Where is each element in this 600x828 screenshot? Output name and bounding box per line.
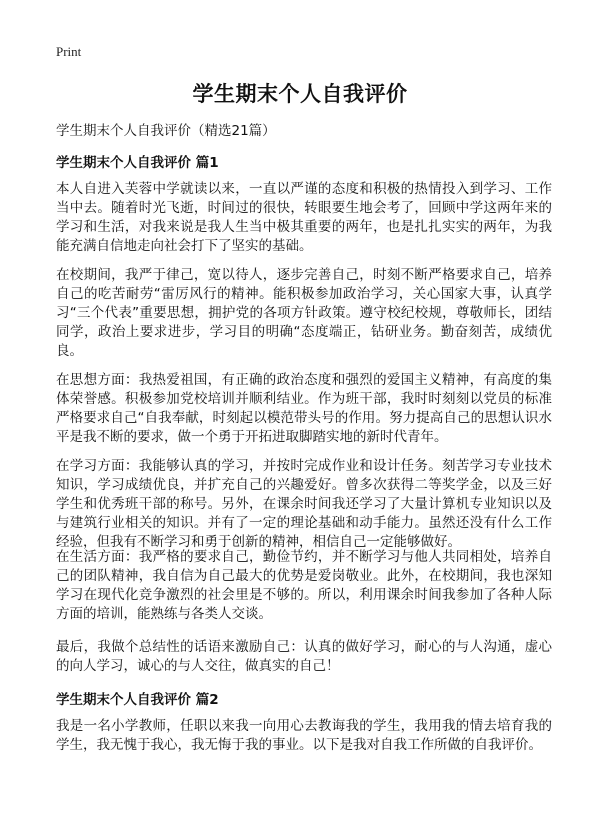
section-heading-2: 学生期末个人自我评价 篇2 [56,692,219,708]
paragraph: 在学习方面：我能够认真的学习，并按时完成作业和设计任务。刻苦学习专业技术知识，学习成绩优良，并扩充自己的兴趣爱好。曾多次获得二等奖学金，以及三好学生和优秀班干部的称号。另外，在课余时间我还学习了大量计算机专业知识以及与建筑行业相关的知识。并有了一定的理论基础和动手能力。虽然还没有什么工作经验，但我有不断学习和勇于创新的精神，相信自己一定能够做好。 [56,458,552,550]
paragraph: 我是一名小学教师，任职以来我一向用心去教诲我的学生，我用我的情去培育我的学生，我无愧于我心，我无悔于我的事业。以下是我对自我工作所做的自我评价。 [56,718,552,753]
section-heading-1: 学生期末个人自我评价 篇1 [56,155,219,171]
paragraph: 在校期间，我严于律己，宽以待人，逐步完善自己，时刻不断严格要求自己，培养自己的吃苦耐劳“雷厉风行的精神。能积极参加政治学习，关心国家大事，认真学习“三个代表”重要思想，拥护党的各项方针政策。遵守校纪校规，尊敬师长，团结同学，政治上要求进步，学习目的明确“态度端正，钻研业务。勤奋刻苦，成绩优良。 [56,267,552,359]
document-title: 学生期末个人自我评价 [192,82,408,106]
paragraph: 最后，我做个总结性的话语来激励自己：认真的做好学习，耐心的与人沟通，虚心的向人学习，诚心的与人交往，做真实的自己！ [56,639,552,674]
paragraph: 在生活方面：我严格的要求自己，勤俭节约，并不断学习与他人共同相处，培养自己的团队精神，我自信为自己最大的优势是爱岗敬业。此外，在校期间，我也深知学习在现代化竞争激烈的社会里是不够的。所以，利用课余时间我参加了各种人际方面的培训，能熟练与各类人交谈。 [56,549,552,622]
paragraph: 在思想方面：我热爱祖国，有正确的政治态度和强烈的爱国主义精神，有高度的集体荣誉感。积极参加党校培训并顺利结业。作为班干部，我时时刻刻以党员的标准严格要求自己“自我奉献，时刻起以模范带头号的作用。努力提高自己的思想认识水平是我不断的要求，做一个勇于开拓进取脚踏实地的新时代青年。 [56,372,552,445]
print-link[interactable]: Print [56,44,82,59]
paragraph: 本人自进入芙蓉中学就读以来，一直以严谨的态度和积极的热情投入到学习、工作当中去。随着时光飞逝，时间过的很快，转眼要生地会考了，回顾中学这两年来的学习和生活，对我来说是我人生当中极其重要的两年，也是扎扎实实的两年，为我能充满自信地走向社会打下了坚实的基础。 [56,181,552,254]
document-subtitle: 学生期末个人自我评价（精选21篇） [56,123,276,139]
